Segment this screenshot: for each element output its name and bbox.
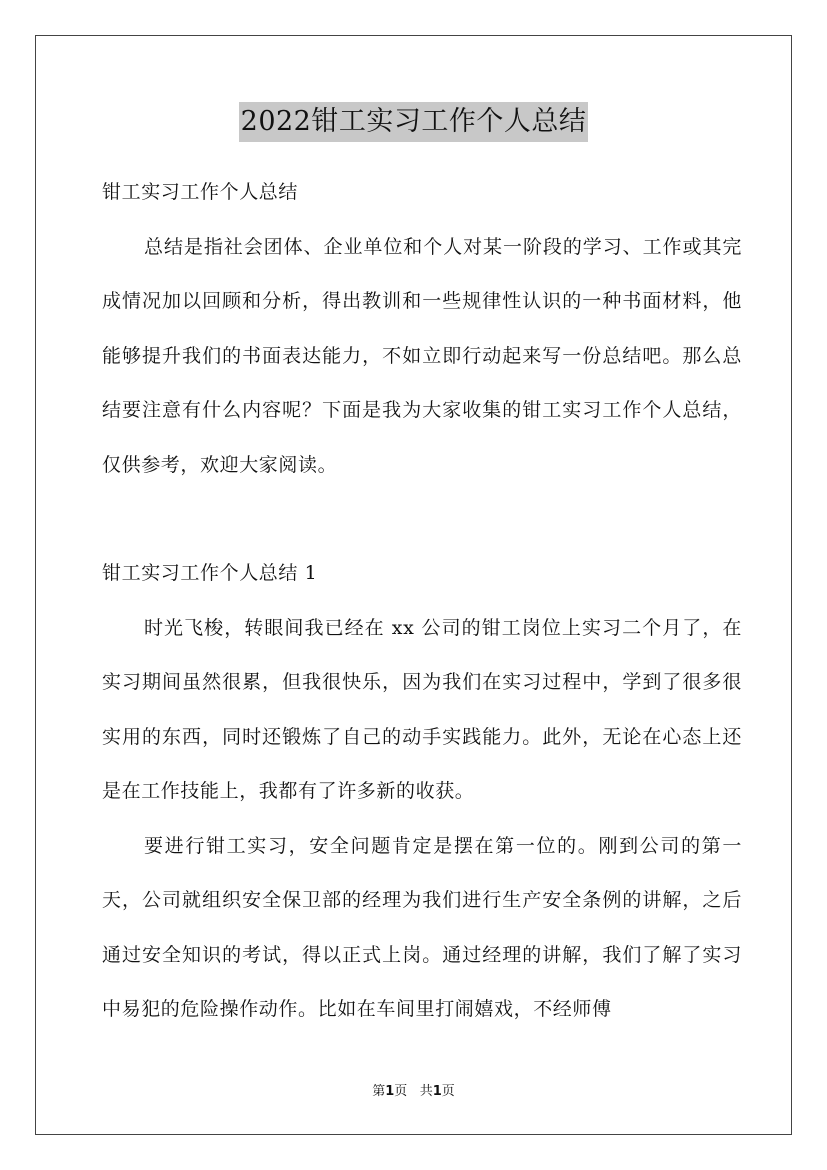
document-title: 2022钳工实习工作个人总结 xyxy=(239,102,589,142)
section1-heading: 钳工实习工作个人总结 1 xyxy=(102,562,318,584)
title-container xyxy=(0,102,827,142)
section1-paragraph-2: 要进行钳工实习，安全问题肯定是摆在第一位的。刚到公司的第一天，公司就组织安全保卫部的经理为我们进行生产安全条例的讲解，之后通过安全知识的考试，得以正式上岗。通过经理的讲解，我们了解了实习中易犯的危险操作动作。比如在车间里打闹嬉戏，不经师傅 xyxy=(102,834,742,1020)
page-total: 1 xyxy=(432,1084,442,1099)
total-prefix: 共 xyxy=(419,1084,433,1099)
section-heading: 钳工实习工作个人总结 xyxy=(102,181,299,203)
section1-paragraph-1: 时光飞梭，转眼间我已经在 xx 公司的钳工岗位上实习二个月了，在实习期间虽然很累，但我很快乐，因为我们在实习过程中，学到了很多很实用的东西，同时还锻炼了自己的动手实践能力。此外，无论在心态上还是在工作技能上，我都有了许多新的收获。 xyxy=(102,616,742,802)
total-suffix: 页 xyxy=(441,1084,455,1099)
page-suffix: 页 xyxy=(394,1084,408,1099)
page-prefix: 第 xyxy=(372,1084,386,1099)
document-body xyxy=(102,165,742,1037)
paragraph-gap xyxy=(102,492,742,546)
page-current: 1 xyxy=(385,1084,395,1099)
page-footer xyxy=(0,1083,827,1101)
intro-paragraph: 总结是指社会团体、企业单位和个人对某一阶段的学习、工作或其完成情况加以回顾和分析，得出教训和一些规律性认识的一种书面材料，他能够提升我们的书面表达能力，不如立即行动起来写一份总结吧。那么总结要注意有什么内容呢？下面是我为大家收集的钳工实习工作个人总结，仅供参考，欢迎大家阅读。 xyxy=(102,235,742,476)
